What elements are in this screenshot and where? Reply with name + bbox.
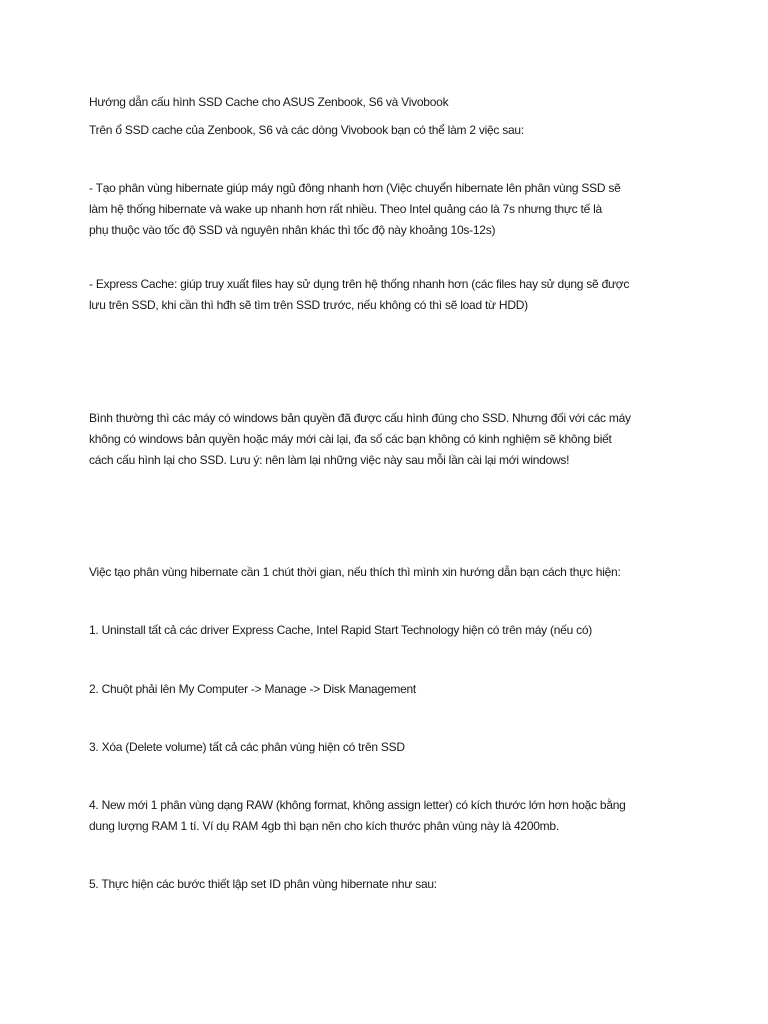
step-3: 3. Xóa (Delete volume) tất cả các phân vùng hiện có trên SSD <box>89 740 405 754</box>
note-paragraph: Bình thường thì các máy có windows bản quyền đã được cấu hình đúng cho SSD. Nhưng đối với các máy không có windows bản quyền hoặc máy mới cài lại, đa số các bạn không có kinh nghiệm sẽ không biết cách cấu hình lại cho SSD. Lưu ý: nên làm lại những việc này sau mỗi lần cài lại mới windows! <box>89 411 631 467</box>
document-title: Hướng dẫn cấu hình SSD Cache cho ASUS Zenbook, S6 và Vivobook <box>89 95 449 109</box>
bullet-express-cache: - Express Cache: giúp truy xuất files hay sử dụng trên hệ thống nhanh hơn (các files hay sử dụng sẽ được lưu trên SSD, khi cần thì hđh sẽ tìm trên SSD trước, nếu không có thì sẽ load từ HDD) <box>89 277 630 312</box>
step-5: 5. Thực hiện các bước thiết lập set ID phân vùng hibernate như sau: <box>89 877 437 891</box>
intro-paragraph: Trên ổ SSD cache của Zenbook, S6 và các dòng Vivobook bạn có thể làm 2 việc sau: <box>89 123 524 137</box>
step-4: 4. New mới 1 phân vùng dạng RAW (không format, không assign letter) có kích thước lớn hơn hoặc bằng dung lượng RAM 1 tí. Ví dụ RAM 4gb thì bạn nên cho kích thước phân vùng này là 4200mb. <box>89 798 626 833</box>
step-2: 2. Chuột phải lên My Computer -> Manage -> Disk Management <box>89 682 417 696</box>
guide-intro: Việc tạo phân vùng hibernate cần 1 chút thời gian, nếu thích thì mình xin hướng dẫn bạn cách thực hiện: <box>89 565 621 579</box>
bullet-hibernate: - Tạo phân vùng hibernate giúp máy ngủ đông nhanh hơn (Việc chuyển hibernate lên phân vùng SSD sẽ làm hệ thống hibernate và wake up nhanh hơn rất nhiều. Theo Intel quảng cáo là 7s nhưng thực tế là phụ thuộc vào tốc độ SSD và nguyên nhân khác thì tốc độ này khoảng 10s-12s) <box>89 181 621 237</box>
step-1: 1. Uninstall tất cả các driver Express Cache, Intel Rapid Start Technology hiện có trên máy (nếu có) <box>89 623 593 637</box>
